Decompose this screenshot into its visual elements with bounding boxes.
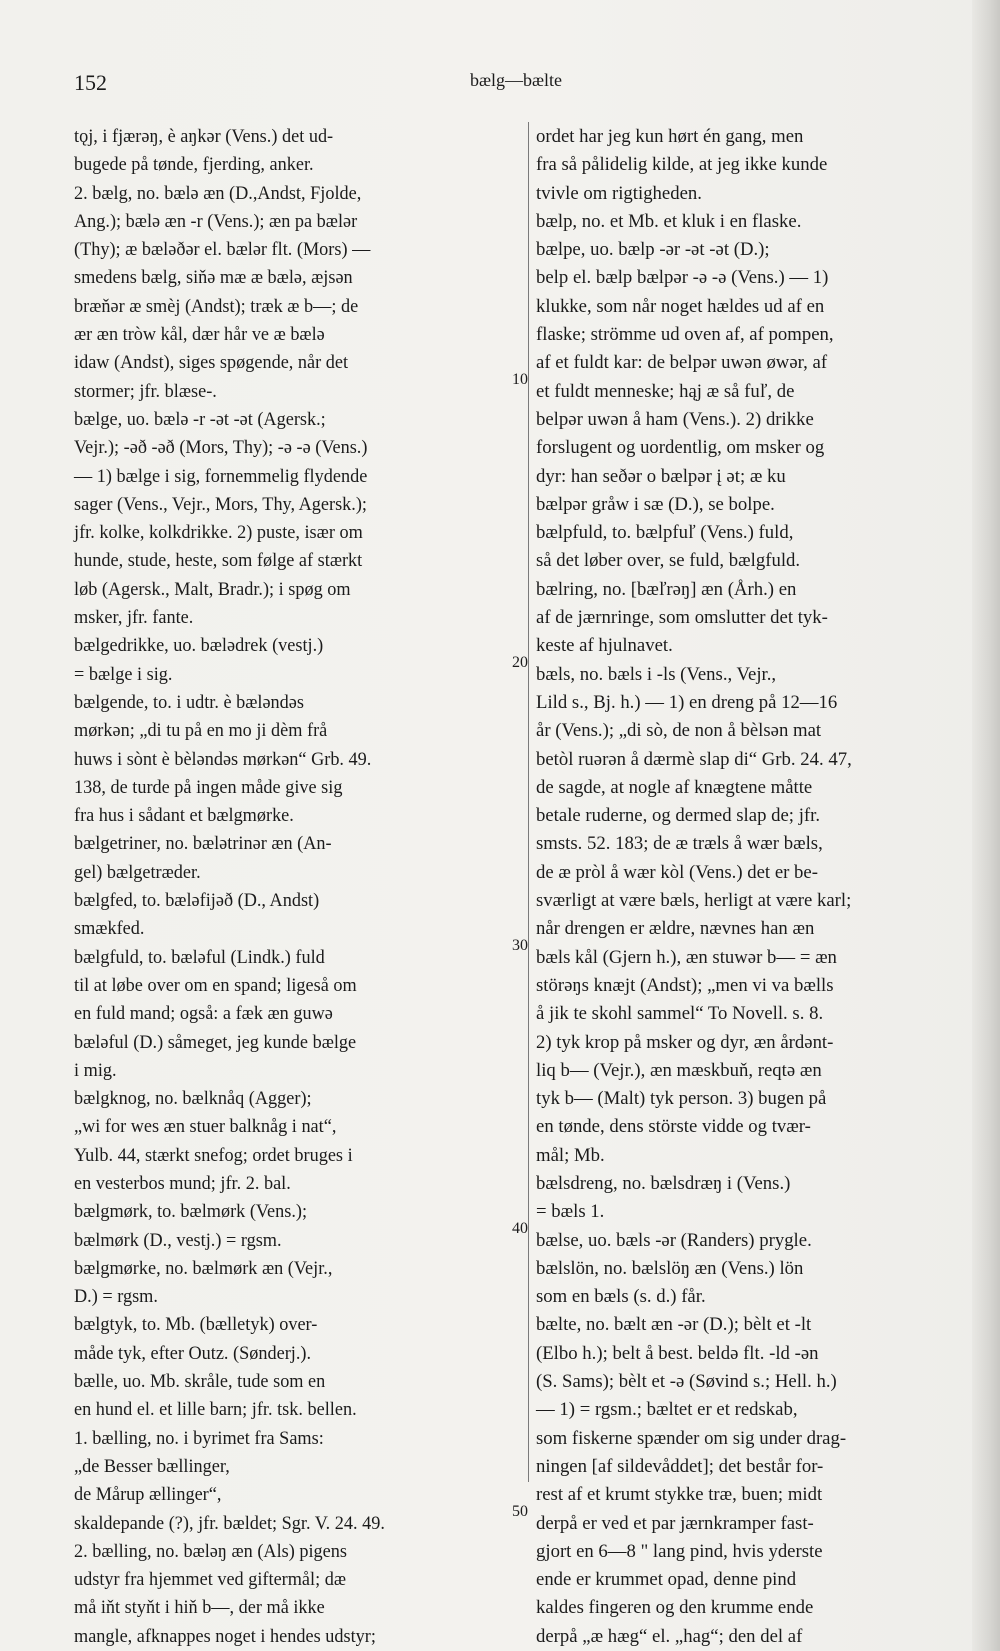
text-line: betòl ruərən å dærmè slap di“ Grb. 24. 47, — [536, 748, 852, 770]
text-line: bæls kål (Gjern h.), æn stuwər b— = æn — [536, 946, 837, 968]
text-line: bælgtyk, to. Mb. (bælletyk) over- — [74, 1314, 318, 1336]
text-line: = bæls 1. — [536, 1201, 605, 1223]
text-line: skaldepande (?), jfr. bældet; Sgr. V. 24. 49. — [74, 1512, 385, 1534]
text-line: hunde, stude, heste, som følge af stærkt — [74, 550, 363, 572]
text-line: ordet har jeg kun hørt én gang, men — [536, 126, 804, 147]
text-line: bælgetriner, no. bælətrinər æn (An- — [74, 833, 332, 855]
text-line: bælpər gråw i sæ (D.), se bolpe. — [536, 493, 775, 515]
text-line: mål; Mb. — [536, 1144, 605, 1166]
text-line: smsts. 52. 183; de æ træls å wær bæls, — [536, 833, 823, 855]
text-line: bælmørk (D., vestj.) = rgsm. — [74, 1229, 282, 1251]
text-line: Ang.); bælə æn -r (Vens.); æn pa bælər — [74, 210, 358, 232]
text-line: 2. bælg, no. bælə æn (D.,Andst, Fjolde, — [74, 182, 362, 204]
text-line: som fiskerne spænder om sig under drag- — [536, 1427, 847, 1449]
text-line: udstyr fra hjemmet ved giftermål; dæ — [74, 1569, 347, 1591]
text-line: bælgedrikke, uo. bælədrek (vestj.) — [74, 635, 324, 657]
text-line: „de Besser bællinger, — [74, 1455, 230, 1477]
text-line: — 1) = rgsm.; bæltet er et redskab, — [536, 1399, 798, 1421]
text-line: af de jærnringe, som omslutter det tyk- — [536, 607, 828, 629]
text-line: en tønde, dens störste vidde og tvær- — [536, 1116, 811, 1138]
text-line: sager (Vens., Vejr., Mors, Thy, Agersk.); — [74, 493, 367, 515]
line-number-40: 40 — [512, 1220, 528, 1237]
text-line: gjort en 6—8 " lang pind, hvis yderste — [536, 1540, 823, 1562]
text-line: sværligt at være bæls, herligt at være karl; — [536, 890, 852, 912]
text-line: gel) bælgetræder. — [74, 861, 201, 883]
text-line: en fuld mand; også: a fæk æn guwə — [74, 1003, 333, 1025]
text-line: flaske; strömme ud oven af, af pompen, — [536, 324, 834, 346]
text-line: D.) = rgsm. — [74, 1286, 158, 1308]
text-line: bælse, uo. bæls -ər (Randers) prygle. — [536, 1229, 812, 1251]
text-line: Lild s., Bj. h.) — 1) en dreng på 12—16 — [536, 691, 838, 713]
text-line: bælgfed, to. bæləfijəð (D., Andst) — [74, 890, 320, 912]
text-line: smedens bælg, siňə mæ æ bælə, æjsən — [74, 267, 353, 289]
text-line: bælgmørk, to. bælmørk (Vens.); — [74, 1201, 308, 1223]
text-line: (Thy); æ bæləðər el. bælər flt. (Mors) — — [74, 239, 371, 261]
text-line: (S. Sams); bèlt et -ə (Søvind s.; Hell. h.) — [536, 1371, 837, 1393]
text-line: ær æn tròw kål, dær hår ve æ bælə — [74, 324, 325, 346]
text-line: dyr: han seðər o bælpər į ət; æ ku — [536, 465, 786, 487]
text-line: bælge, uo. bælə -r -ət -ət (Agersk.; — [74, 408, 326, 430]
text-line: bæləful (D.) såmeget, jeg kunde bælge — [74, 1031, 357, 1053]
text-line: smækfed. — [74, 918, 145, 940]
text-line: tǫj, i fjærəŋ, è aŋkər (Vens.) det ud- — [74, 126, 334, 147]
text-line: forslugent og uordentlig, om msker og — [536, 437, 825, 459]
text-line: en vesterbos mund; jfr. 2. bal. — [74, 1172, 291, 1194]
text-line: 1. bælling, no. i byrimet fra Sams: — [74, 1427, 324, 1449]
text-line: tyk b— (Malt) tyk person. 3) bugen på — [536, 1088, 827, 1110]
text-line: bæls, no. bæls i -ls (Vens., Vejr., — [536, 663, 777, 685]
text-line: „wi for wes æn stuer balknåg i nat“, — [74, 1116, 337, 1138]
text-line: — 1) bælge i sig, fornemmelig flydende — [74, 465, 368, 487]
line-number-30: 30 — [512, 937, 528, 954]
text-line: når drengen er ældre, nævnes han æn — [536, 918, 815, 940]
text-line: belp el. bælp bælpər -ə -ə (Vens.) — 1) — [536, 267, 829, 289]
text-line: klukke, som når noget hældes ud af en — [536, 295, 825, 317]
text-line: løb (Agersk., Malt, Bradr.); i spøg om — [74, 578, 351, 600]
column-divider — [528, 122, 529, 1482]
text-line: de Mårup ællinger“, — [74, 1484, 222, 1506]
text-line: stormer; jfr. blæse-. — [74, 380, 217, 402]
text-line: kaldes fingeren og den krumme ende — [536, 1597, 814, 1619]
text-line: 2. bælling, no. bæləŋ æn (Als) pigens — [74, 1540, 347, 1562]
text-line: fra hus i sådant et bælgmørke. — [74, 805, 294, 827]
text-line: msker, jfr. fante. — [74, 607, 194, 629]
text-line: år (Vens.); „di sò, de non å bèlsən mat — [536, 720, 822, 742]
text-line: bælslön, no. bælslöŋ æn (Vens.) lön — [536, 1257, 804, 1279]
text-line: bælpfuld, to. bælpfuľ (Vens.) fuld, — [536, 522, 794, 544]
text-line: så det løber over, se fuld, bælgfuld. — [536, 550, 801, 572]
text-line: i mig. — [74, 1059, 117, 1081]
text-line: bælgknog, no. bælknåq (Agger); — [74, 1088, 312, 1110]
page-number: 152 — [74, 70, 107, 95]
text-line: liq b— (Vejr.), æn mæskbuň, reqtə æn — [536, 1059, 822, 1081]
text-line: Vejr.); -əð -əð (Mors, Thy); -ə -ə (Vens.) — [74, 437, 368, 459]
text-line: ende er krummet opad, denne pind — [536, 1569, 797, 1591]
text-line: bælle, uo. Mb. skråle, tude som en — [74, 1371, 326, 1393]
text-line: en hund el. et lille barn; jfr. tsk. bellen. — [74, 1399, 357, 1421]
text-line: (Elbo h.); belt å best. beldə flt. -ld -ən — [536, 1342, 819, 1364]
text-line: til at løbe over om en spand; ligeså om — [74, 974, 357, 996]
text-line: jfr. kolke, kolkdrikke. 2) puste, især om — [74, 522, 363, 544]
text-line: bræňər æ smèj (Andst); træk æ b—; de — [74, 295, 359, 317]
line-number-50: 50 — [512, 1503, 528, 1520]
text-line: må iňt styňt i hiň b—, der må ikke — [74, 1597, 325, 1619]
running-head: bælg—bælte — [470, 70, 563, 90]
line-number-20: 20 — [512, 654, 528, 671]
text-line: rest af et krumt stykke træ, buen; midt — [536, 1484, 823, 1506]
text-line: af et fuldt kar: de belpər uwən øwər, af — [536, 352, 828, 374]
text-line: betale ruderne, og dermed slap de; jfr. — [536, 805, 821, 827]
text-line: 2) tyk krop på msker og dyr, æn årdənt- — [536, 1031, 834, 1053]
text-line: måde tyk, efter Outz. (Sønderj.). — [74, 1342, 312, 1364]
text-line: å jik te skohl sammel“ To Novell. s. 8. — [536, 1003, 824, 1025]
text-line: bælpe, uo. bælp -ər -ət -ət (D.); — [536, 239, 770, 261]
text-line: bugede på tønde, fjerding, anker. — [74, 154, 314, 176]
text-line: bælp, no. et Mb. et kluk i en flaske. — [536, 210, 802, 232]
text-line: fra så pålidelig kilde, at jeg ikke kunde — [536, 154, 828, 176]
text-line: belpər uwən å ham (Vens.). 2) drikke — [536, 408, 814, 430]
text-line: 138, de turde på ingen måde give sig — [74, 776, 343, 798]
text-line: keste af hjulnavet. — [536, 635, 673, 657]
text-line: Yulb. 44, stærkt snefog; ordet bruges i — [74, 1144, 353, 1166]
page-edge — [972, 0, 1000, 1651]
right-column — [536, 123, 966, 1651]
text-line: ningen [af sildevåddet]; det består for- — [536, 1455, 824, 1477]
text-line: bælgfuld, to. bæləful (Lindk.) fuld — [74, 946, 325, 968]
text-line: derpå „æ hæg“ el. „hag“; den del af — [536, 1625, 803, 1647]
text-line: bælsdreng, no. bælsdræŋ i (Vens.) — [536, 1172, 791, 1194]
text-line: de sagde, at nogle af knægtene måtte — [536, 776, 813, 798]
text-line: idaw (Andst), siges spøgende, når det — [74, 352, 349, 374]
text-line: mangle, afknappes noget i hendes udstyr; — [74, 1625, 376, 1647]
text-line: tvivle om rigtigheden. — [536, 182, 702, 204]
text-line: bælgmørke, no. bælmørk æn (Vejr., — [74, 1257, 333, 1279]
text-line: störəŋs knæjt (Andst); „men vi va bælls — [536, 974, 834, 996]
text-line: derpå er ved et par jærnkramper fast- — [536, 1512, 814, 1534]
text-line: som en bæls (s. d.) får. — [536, 1286, 706, 1308]
text-line: de æ pròl å wær kòl (Vens.) det er be- — [536, 861, 818, 883]
text-line: bælte, no. bælt æn -ər (D.); bèlt et -lt — [536, 1314, 812, 1336]
text-line: mørkən; „di tu på en mo ji dèm frå — [74, 720, 328, 742]
text-line: bælgende, to. i udtr. è bæləndəs — [74, 691, 304, 713]
left-column — [74, 123, 524, 1651]
text-line: et fuldt menneske; hąj æ så fuľ, de — [536, 380, 795, 402]
line-number-10: 10 — [512, 371, 528, 388]
text-line: huws i sònt è bèləndəs mørkən“ Grb. 49. — [74, 748, 372, 770]
text-line: = bælge i sig. — [74, 663, 173, 685]
text-line: bælring, no. [bæľrəŋ] æn (Årh.) en — [536, 578, 797, 600]
